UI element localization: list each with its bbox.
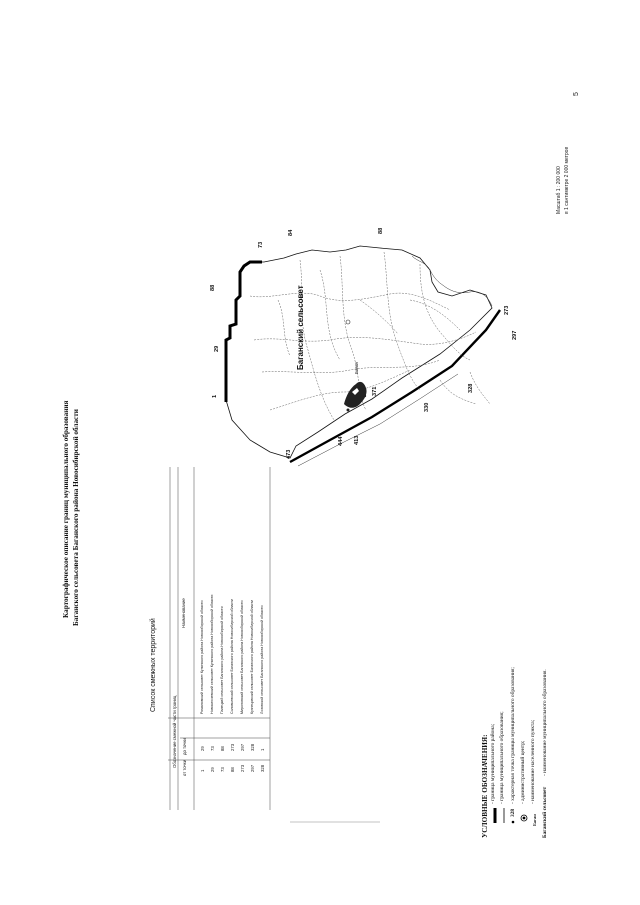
point-label-330: 330: [424, 402, 430, 412]
point-label-273: 273: [504, 305, 510, 315]
point-label-371: 371: [372, 386, 378, 396]
municipality-name-label: Баганский сельсовет: [296, 285, 305, 370]
table-cell-from: 88: [230, 767, 235, 772]
municipality-boundary: [226, 246, 492, 458]
point-label-444: 444: [338, 436, 344, 446]
table-cell-name: Романовский сельсовет Купинского района Новосибирской области: [200, 600, 204, 714]
table-cell-name: Новоключевский сельсовет Купинского района Новосибирской области: [210, 594, 214, 714]
legend-item-5: - наименование населенного пункта;: [530, 719, 536, 804]
point-label-88: 88: [378, 227, 384, 234]
table-cell-from: 328: [260, 764, 265, 772]
settlement-small-mark: [346, 320, 350, 324]
table-cell-to: 29: [200, 746, 205, 751]
point-label-73: 73: [258, 241, 264, 248]
legend-item-6-code: Баганский сельсовет: [542, 786, 548, 838]
table-cell-name: Соловьевский сельсовет Баганского района Новосибирской области: [230, 599, 234, 714]
title-line-1: Картографическое описание границ муниципального образования: [62, 400, 70, 618]
legend-item-3-code: 328: [510, 808, 516, 817]
table-cell-to: 73: [210, 746, 215, 751]
col-to-header: до точки: [182, 738, 187, 755]
table-cell-name: Палецкий сельсовет Баганского района Новосибирской области: [220, 606, 224, 714]
table-cell-to: 1: [260, 748, 265, 751]
table-cell-from: 273: [240, 764, 245, 772]
table-cell-from: 73: [220, 767, 225, 772]
point-label-328: 328: [468, 383, 474, 393]
table-cell-name: Мироновский сельсовет Баганского района Новосибирской области: [240, 600, 244, 714]
table-cell-from: 29: [210, 767, 215, 772]
legend-heading: УСЛОВНЫЕ ОБОЗНАЧЕНИЯ:: [481, 734, 489, 838]
table-cell-to: 273: [230, 743, 235, 751]
col-from-header: от точки: [182, 759, 187, 776]
table-cell-name: Кузнецовский сельсовет Баганского района Новосибирской области: [250, 599, 254, 714]
legend-item-1: - граница муниципального района;: [490, 723, 496, 804]
settlement-bagan-blob: [344, 382, 367, 412]
point-label-29: 29: [214, 345, 220, 352]
point-label-413: 413: [354, 435, 360, 445]
legend-item-5-code: Баган: [532, 814, 537, 826]
table-cell-to: 328: [250, 743, 255, 751]
table-cell-to: 297: [240, 743, 245, 751]
table-cell-to: 88: [220, 746, 225, 751]
page-number: 5: [573, 92, 580, 96]
table-cell-name: Лозовской сельсовет Баганского района Новосибирской области: [260, 605, 264, 714]
legend-item-6: - наименование муниципального образования.: [542, 669, 548, 776]
table-group-header: Обозначение смежной части границ: [172, 695, 177, 768]
point-label-473: 473: [286, 449, 292, 459]
point-label-88-top: 88: [210, 284, 216, 291]
title-line-2: Баганского сельсовета Баганского района Новосибирской области: [72, 409, 80, 626]
point-label-84: 84: [288, 229, 294, 236]
col-name-header: Наименование: [181, 598, 186, 628]
legend-item-3: - характерная точка границы муниципального образования;: [510, 667, 516, 804]
table-caption: Список смежных территорий: [150, 618, 157, 712]
point-label-1: 1: [212, 394, 218, 398]
internal-roads: [250, 252, 490, 420]
district-boundary-west: [226, 262, 262, 402]
legend-item-4: - административный центр;: [520, 740, 526, 804]
legend-item-2: - граница муниципального образования;: [499, 711, 505, 804]
point-label-297: 297: [512, 330, 518, 340]
table-cell-from: 1: [200, 769, 205, 772]
scale-line-2: в 1 сантиметре 2 000 метров: [564, 146, 570, 214]
scale-line-1: Масштаб 1 : 200 000: [556, 166, 562, 214]
settlement-name-label: Баган: [354, 362, 359, 374]
table-cell-from: 297: [250, 764, 255, 772]
